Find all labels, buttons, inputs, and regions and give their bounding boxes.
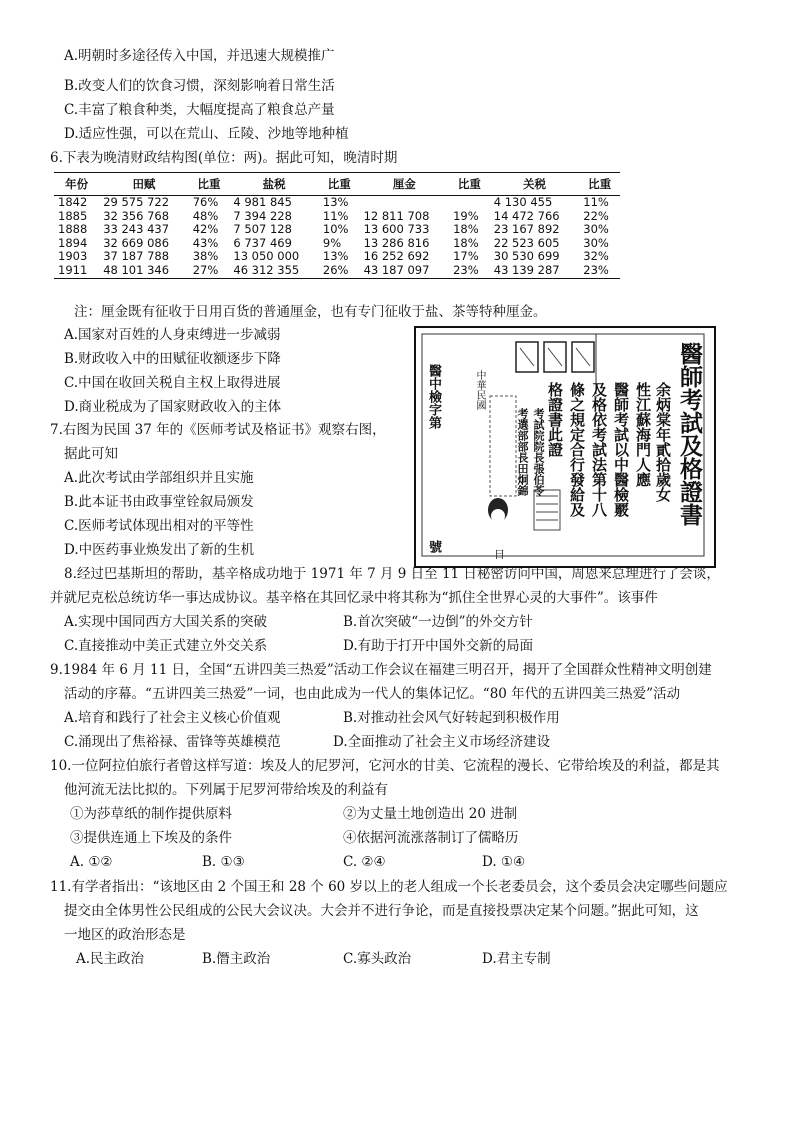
q6-option-c: C.中国在收回关税自主权上取得进展 — [64, 375, 281, 391]
table-cell — [360, 196, 450, 210]
q9-option-d: D.全面推动了社会主义市场经济建设 — [333, 734, 551, 750]
table-header: 年份 — [54, 173, 99, 196]
table-row — [54, 264, 620, 278]
table-cell: 1903 — [58, 249, 88, 264]
table-cell: 9% — [322, 235, 342, 250]
q8-option-c: C.直接推动中美正式建立外交关系 — [64, 638, 268, 654]
table-cell: 23% — [449, 264, 490, 278]
q8-option-b: B.首次突破“一边倒”的外交方针 — [343, 614, 534, 630]
table-cell: 22 523 605 — [493, 235, 560, 250]
table-cell: 23% — [579, 264, 620, 278]
certificate-line: 格證書此證 — [546, 382, 564, 457]
table-cell: 26% — [319, 264, 360, 278]
table-cell: 33 243 437 — [103, 222, 170, 237]
table-cell: 48 101 346 — [99, 264, 189, 278]
q10-line2: 他河流无法比拟的。下列属于尼罗河带给埃及的利益有 — [64, 782, 388, 798]
table-cell: 13 600 733 — [363, 222, 430, 237]
table-row — [54, 210, 620, 224]
table-header: 厘金 — [360, 173, 450, 196]
certificate-date: 中華民國 — [474, 370, 485, 410]
certificate-number-label: 醫中檢字第 — [426, 364, 441, 429]
table-cell: 10% — [322, 222, 349, 237]
q7-stem-line2: 据此可知 — [64, 446, 118, 462]
q7-option-c: C.医师考试体现出相对的平等性 — [64, 518, 254, 534]
table-cell: 12 811 708 — [363, 208, 430, 223]
table-cell: 11% — [583, 195, 609, 209]
q9-option-b: B.对推动社会风气好转起到积极作用 — [343, 710, 560, 726]
table-cell: 14 472 766 — [493, 208, 560, 223]
table-header: 田赋 — [99, 173, 189, 196]
table-cell: 13% — [322, 195, 349, 209]
q8-option-d: D.有助于打开中国外交新的局面 — [343, 638, 534, 654]
q10-line1: 10.一位阿拉伯旅行者曾这样写道：埃及人的尼罗河，它河水的甘美、它流程的漫长、它带给埃及的利益，都是其 — [50, 758, 720, 774]
table-cell: 6 737 469 — [233, 235, 292, 250]
q7-stem-line1: 7.右图为民国 37 年的《医师考试及格证书》观察右图， — [50, 422, 386, 438]
physician-certificate-image — [414, 326, 716, 568]
table-cell: 76% — [192, 195, 219, 209]
table-cell: 1888 — [58, 222, 88, 237]
q5-option-d: D.适应性强，可以在荒山、丘陵、沙地等地种植 — [64, 126, 349, 142]
q10-item-3: ③提供连通上下埃及的条件 — [70, 830, 232, 846]
table-cell: 1885 — [58, 208, 88, 223]
table-cell: 7 394 228 — [233, 208, 292, 223]
table-cell: 1842 — [58, 195, 88, 209]
q7-option-a: A.此次考试由学部组织并且实施 — [64, 470, 254, 486]
table-cell: 37 187 788 — [103, 249, 170, 264]
table-cell: 30% — [583, 235, 609, 250]
table-cell: 18% — [453, 235, 479, 250]
table-header: 比重 — [319, 173, 360, 196]
table-cell: 43% — [192, 235, 219, 250]
q8-line2: 并就尼克松总统访华一事达成协议。基辛格在其回忆录中将其称为“抓住全世界心灵的大事件”。该事件 — [50, 590, 658, 606]
table-cell: 11% — [322, 208, 349, 223]
q11-option-a: A.民主政治 — [76, 951, 145, 967]
table-cell: 30% — [583, 222, 609, 237]
table-cell: 30 530 699 — [493, 249, 560, 264]
table-cell: 1894 — [58, 235, 88, 250]
table-cell: 19% — [453, 208, 479, 223]
q10-item-2: ②为丈量土地创造出 20 进制 — [343, 806, 518, 822]
q6-option-b: B.财政收入中的田赋征收额逐步下降 — [64, 351, 281, 367]
table-cell: 22% — [583, 208, 609, 223]
table-row — [54, 250, 620, 264]
q6-note: 注：厘金既有征收于日用百货的普通厘金，也有专门征收于盐、茶等特种厘金。 — [74, 304, 547, 320]
table-cell: 43 139 287 — [490, 264, 580, 278]
table-cell: 13 286 816 — [363, 235, 430, 250]
table-row — [54, 223, 620, 237]
certificate-signer: 考選部部長田炯錦 — [516, 408, 529, 496]
table-header: 比重 — [449, 173, 490, 196]
table-header: 比重 — [189, 173, 230, 196]
table-cell: 27% — [189, 264, 230, 278]
table-row — [54, 237, 620, 251]
certificate-line: 及格依考試法第十八 — [590, 382, 608, 517]
certificate-line: 余炳棠年貳拾歲女 — [654, 382, 672, 502]
table-cell: 16 252 692 — [363, 249, 430, 264]
table-cell: 42% — [192, 222, 219, 237]
table-cell: 32 356 768 — [103, 208, 170, 223]
q5-option-a: A.明朝时多途径传入中国，并迅速大规模推广 — [64, 48, 335, 64]
table-row — [54, 196, 620, 210]
q7-option-b: B.此本证书由政事堂铨叙局颁发 — [64, 494, 254, 510]
q10-option-c: C. ②④ — [343, 854, 386, 870]
table-cell: 29 575 722 — [103, 195, 170, 209]
q6-stem: 6.下表为晚清财政结构图(单位：两)。据此可知，晚清时期 — [50, 150, 398, 166]
certificate-signer: 考試院院長張伯苓 — [532, 408, 545, 496]
certificate-title: 醫師考試及格證書 — [676, 342, 703, 526]
table-header-row — [54, 173, 620, 196]
table-header: 比重 — [579, 173, 620, 196]
q8-line1: 8.经过巴基斯坦的帮助，基辛格成功地于 1971 年 7 月 9 日至 11 日秘密访问中国，周恩来总理进行了会谈， — [64, 566, 720, 582]
table-cell: 32 669 086 — [103, 235, 170, 250]
table-cell: 23 167 892 — [493, 222, 560, 237]
table-cell: 4 130 455 — [493, 195, 553, 209]
certificate-line: 性江蘇海門人應 — [634, 382, 652, 487]
finance-table — [54, 172, 620, 279]
q10-item-1: ①为莎草纸的制作提供原料 — [70, 806, 232, 822]
q6-option-a: A.国家对百姓的人身束缚进一步减弱 — [64, 327, 281, 343]
table-cell: 38% — [192, 249, 219, 264]
certificate-number-suffix: 號 — [426, 540, 441, 553]
table-cell: 4 981 845 — [233, 195, 292, 209]
table-header: 关税 — [490, 173, 580, 196]
table-cell: 32% — [583, 249, 609, 264]
table-cell — [449, 196, 490, 210]
q9-option-a: A.培育和践行了社会主义核心价值观 — [64, 710, 281, 726]
q10-item-4: ④依据河流涨落制订了儒略历 — [343, 830, 519, 846]
q10-option-d: D. ①④ — [482, 854, 526, 870]
q6-option-d: D.商业税成为了国家财政收入的主体 — [64, 399, 282, 415]
q9-line2: 活动的序幕。“五讲四美三热爱”一词，也由此成为一代人的集体记忆。“80 年代的五讲四美三热爱”活动 — [64, 686, 681, 702]
table-cell: 46 312 355 — [229, 264, 319, 278]
q11-line3: 一地区的政治形态是 — [64, 927, 186, 943]
q10-option-a: A. ①② — [70, 854, 113, 870]
q9-option-c: C.涌现出了焦裕禄、雷锋等英雄模范 — [64, 734, 281, 750]
q10-option-b: B. ①③ — [202, 854, 245, 870]
q11-option-d: D.君主专制 — [482, 951, 551, 967]
certificate-line: 條之規定合行發給及 — [568, 382, 586, 517]
table-cell: 13% — [322, 249, 349, 264]
certificate-day-char: 日 — [494, 548, 505, 561]
table-cell: 48% — [192, 208, 219, 223]
q9-line1: 9.1984 年 6 月 11 日，全国“五讲四美三热爱”活动工作会议在福建三明召开，揭开了全国群众性精神文明创建 — [50, 662, 712, 678]
table-cell: 17% — [453, 249, 479, 264]
table-header: 盐税 — [229, 173, 319, 196]
q11-line2: 提交由全体男性公民组成的公民大会议决。大会并不进行争论，而是直接投票决定某个问题。”据此可知，这 — [64, 903, 699, 919]
q11-option-c: C.寡头政治 — [343, 951, 412, 967]
table-cell: 18% — [453, 222, 479, 237]
table-cell: 13 050 000 — [233, 249, 300, 264]
certificate-line: 醫師考試以中醫檢覈 — [612, 382, 630, 517]
q8-option-a: A.实现中国同西方大国关系的突破 — [64, 614, 268, 630]
q7-option-d: D.中医药事业焕发出了新的生机 — [64, 542, 255, 558]
table-cell: 43 187 097 — [360, 264, 450, 278]
table-cell: 7 507 128 — [233, 222, 292, 237]
q11-line1: 11.有学者指出：“该地区由 2 个国王和 28 个 60 岁以上的老人组成一个长老委员会，这个委员会决定哪些问题应 — [50, 879, 728, 895]
table-cell: 1911 — [54, 264, 99, 278]
q5-option-b: B.改变人们的饮食习惯，深刻影响着日常生活 — [64, 78, 335, 94]
q5-option-c: C.丰富了粮食种类，大幅度提高了粮食总产量 — [64, 102, 335, 118]
q11-option-b: B.僭主政治 — [202, 951, 271, 967]
